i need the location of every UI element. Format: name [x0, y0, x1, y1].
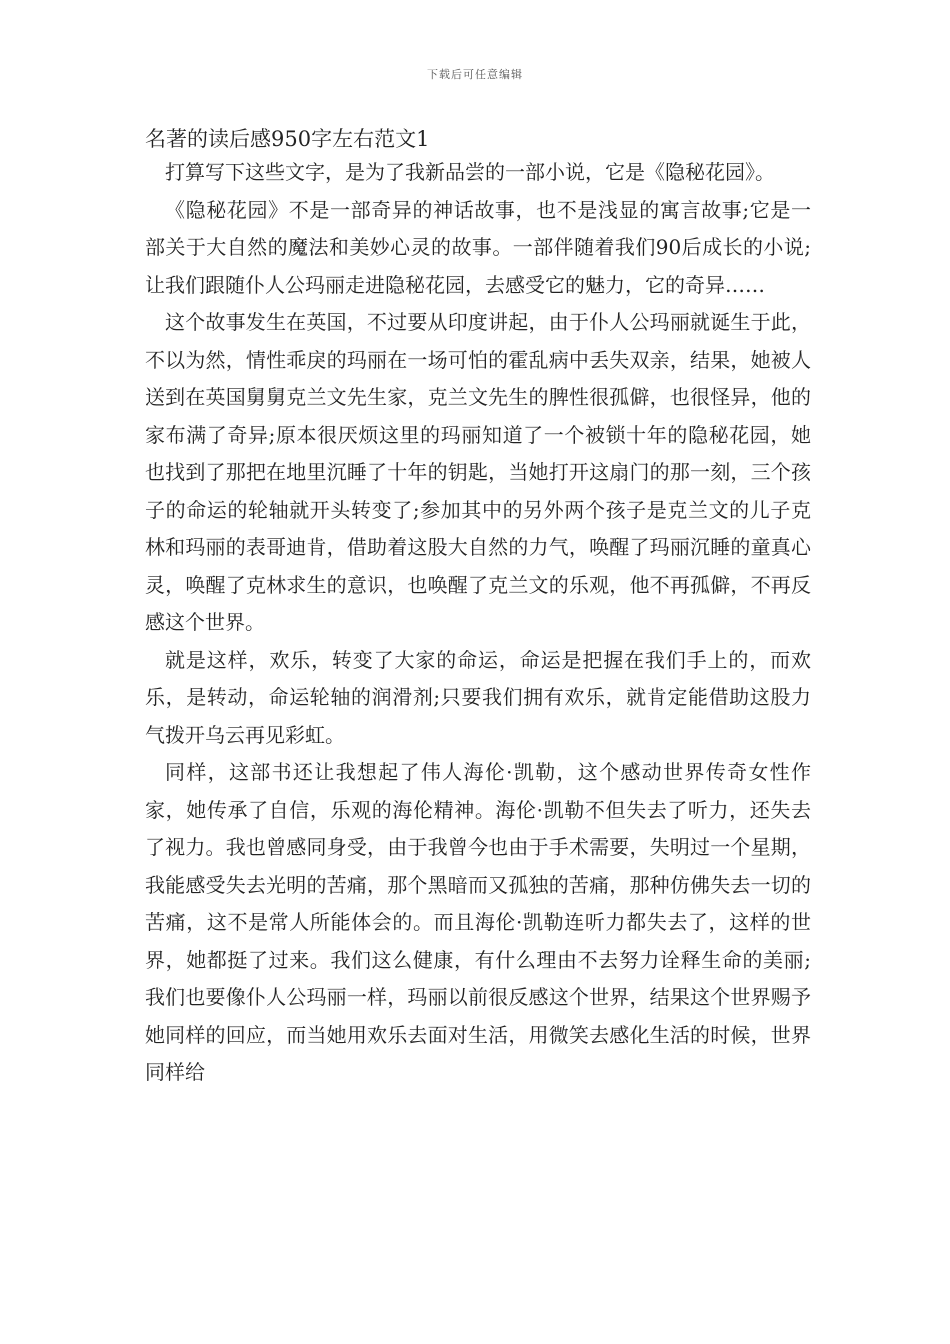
paragraph-4: 就是这样，欢乐，转变了大家的命运，命运是把握在我们手上的，而欢乐，是转动，命运轮轴的润滑剂;只要我们拥有欢乐，就肯定能借助这股力气拨开乌云再见彩虹。	[145, 647, 811, 747]
paragraph-2: 《隐秘花园》不是一部奇异的神话故事，也不是浅显的寓言故事;它是一部关于大自然的魔法和美妙心灵的故事。一部伴随着我们90后成长的小说;让我们跟随仆人公玛丽走进隐秘花园，去感受它的魅力，它的奇异……	[145, 197, 811, 297]
paragraph-3: 这个故事发生在英国，不过要从印度讲起，由于仆人公玛丽就诞生于此，不以为然，情性乖戾的玛丽在一场可怕的霍乱病中丢失双亲，结果，她被人送到在英国舅舅克兰文先生家，克兰文先生的脾性很孤僻，也很怪异，他的家布满了奇异;原本很厌烦这里的玛丽知道了一个被锁十年的隐秘花园，她也找到了那把在地里沉睡了十年的钥匙，当她打开这扇门的那一刻，三个孩子的命运的轮轴就开头转变了;参加其中的另外两个孩子是克兰文的儿子克林和玛丽的表哥迪肯，借助着这股大自然的力气，唤醒了玛丽沉睡的童真心灵，唤醒了克林求生的意识，也唤醒了克兰文的乐观，他不再孤僻，不再反感这个世界。	[145, 310, 811, 634]
header-note: 下载后可任意编辑	[427, 68, 523, 81]
paragraph-1: 打算写下这些文字，是为了我新品尝的一部小说，它是《隐秘花园》。	[165, 160, 775, 184]
document-body	[145, 124, 811, 1092]
paragraph-5: 同样，这部书还让我想起了伟人海伦·凯勒，这个感动世界传奇女性作家，她传承了自信，乐观的海伦精神。海伦·凯勒不但失去了听力，还失去了视力。我也曾感同身受，由于我曾今也由于手术需要，失明过一个星期，我能感受失去光明的苦痛，那个黑暗而又孤独的苦痛，那种仿佛失去一切的苦痛，这不是常人所能体会的。而且海伦·凯勒连听力都失去了，这样的世界，她都挺了过来。我们这么健康，有什么理由不去努力诠释生命的美丽;我们也要像仆人公玛丽一样，玛丽以前很反感这个世界，结果这个世界赐予她同样的回应，而当她用欢乐去面对生活，用微笑去感化生活的时候，世界同样给	[145, 760, 811, 1084]
document-title: 名著的读后感950字左右范文1	[145, 127, 430, 151]
